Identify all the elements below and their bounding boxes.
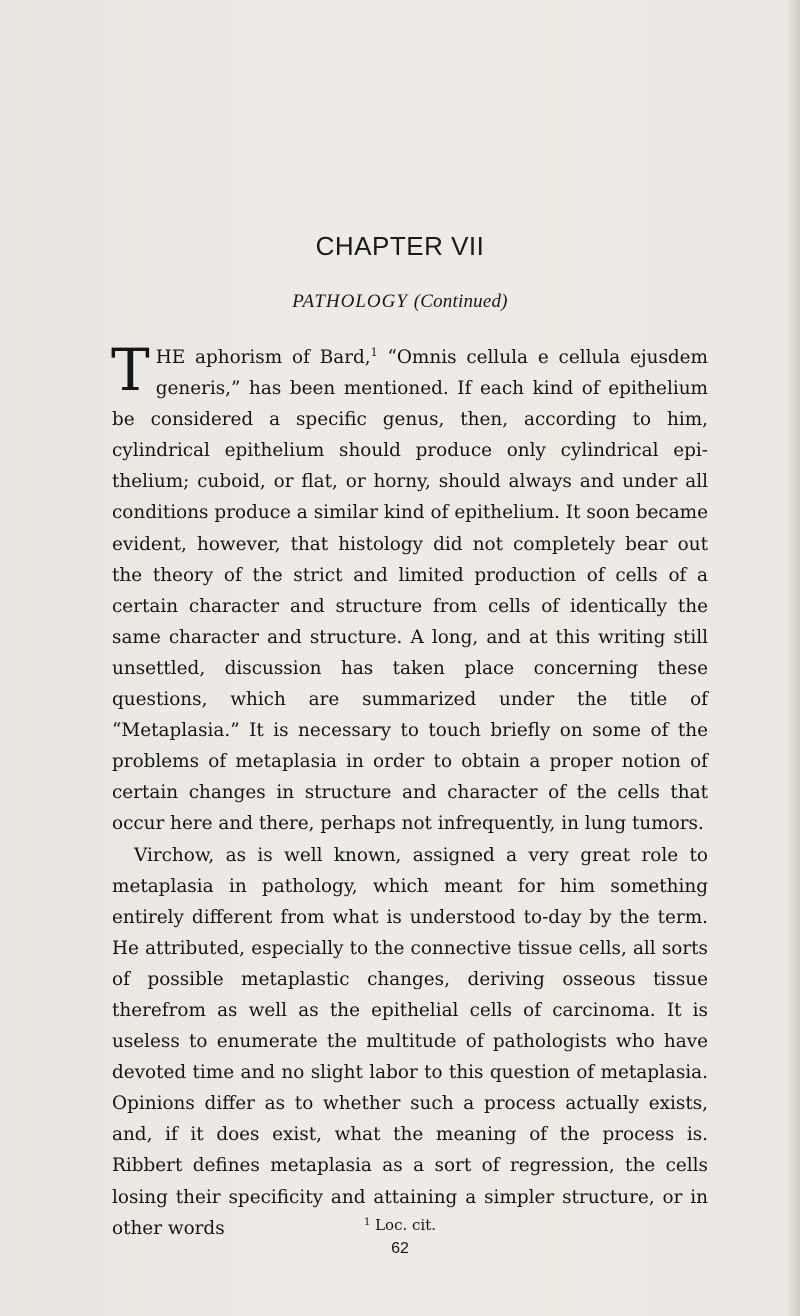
paragraph-1-rest: “Omnis cellula e cellula ejusdem generis,” has been mentioned. If each kind of epithelium be considered a specific genus, then, according to him, cylindrical epithelium should produce only cylindrical epithelium; cuboid, or flat, or horny, should always and under all conditions produce a similar kind of epithelium. It soon became evident, however, that histology did not completely bear out the theory of the strict and limited production of cells of a certain character and structure from cells of identically the same character and structure. A long, and at this writing still unsettled, discussion has taken place concerning these questions, which are summarized under the title of “Metaplasia.” It is necessary to touch briefly on some of the problems of metaplasia in order to obtain a proper notion of certain changes in structure and character of the cells that occur here and there, perhaps not infrequently, in lung tumors. bbox=[112, 347, 708, 835]
chapter-title: CHAPTER VII bbox=[315, 231, 485, 261]
body-text bbox=[111, 336, 708, 1244]
footnote-marker: 1 bbox=[363, 1217, 371, 1228]
drop-cap: T bbox=[111, 336, 150, 404]
paragraph-2: Virchow, as is well known, assigned a very great role to metaplasia in pathology, which meant for him something entirely different from what is understood to-day by the term. He attributed, especially to the connective tissue cells, all sorts of possible metaplastic changes, deriving osseous tissue therefrom as well as the epithelial cells of carcinoma. It is useless to enumerate the multitude of pathologists who have devoted time and no slight labor to this question of metaplasia. Opinions differ as to whether such a process actually exists, and, if it does exist, what the meaning of the process is. Ribbert defines metaplasia as a sort of regression, the cells losing their specificity and attaining a simpler structure, or in other words bbox=[112, 844, 708, 1239]
subtitle-main: PATHOLOGY bbox=[292, 291, 408, 312]
page-edge-shadow bbox=[786, 0, 800, 1316]
page-number: 62 bbox=[391, 1240, 409, 1257]
paragraph-1 bbox=[111, 336, 708, 840]
footnote-text: Loc. cit. bbox=[370, 1216, 437, 1234]
paragraph-1-start: HE aphorism of Bard, bbox=[155, 347, 371, 368]
footnote-ref: 1 bbox=[370, 346, 378, 359]
footnote bbox=[0, 1214, 800, 1236]
subtitle-continued: (Continued) bbox=[413, 291, 508, 312]
chapter-subtitle bbox=[0, 290, 800, 314]
